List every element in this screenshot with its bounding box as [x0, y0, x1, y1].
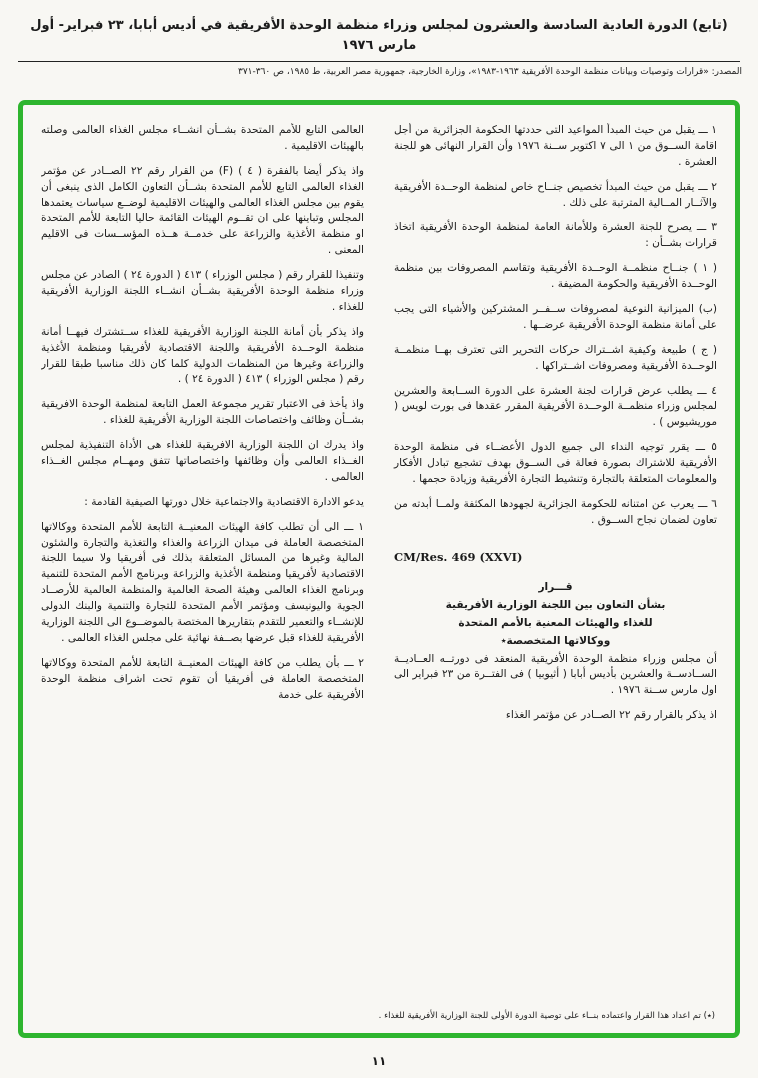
resolution-number: CM/Res. 469 (XXVI) — [394, 549, 523, 564]
paragraph: العالمى التابع للأمم المتحدة بشــأن انشــاء مجلس الغذاء العالمى وصلته بالهيئات الاقليمية . — [41, 124, 364, 152]
paragraph: ٥ ـــ يقرر توجيه النداء الى جميع الدول الأعضــاء فى منظمة الوحدة الأفريقية للاشتراك بصورة فعالة فى الســوق بهدف تشجيع تبادل الأفكار والمعلومات المتعلقة بالتجارة وتنشيط التجارة الأفريقية وزيادة حجمها . — [394, 441, 717, 486]
paragraph: وتنفيذا للقرار رقم ( مجلس الوزراء ) ٤١٣ ( الدورة ٢٤ ) الصادر عن مجلس وزراء منظمة الوحدة الأفريقية بشــأن انشــاء اللجنة الوزارية الأفريقية للغذاء . — [41, 269, 365, 313]
paragraph: واذ يذكر بأن أمانة اللجنة الوزارية الأفريقية للغذاء ســتشترك فيهــا أمانة منظمة الوحــدة الأفريقية واللجنة الاقتصادية لأفريقيا ومنظمة الأغذية والزراعة وغيرها من المنظمات الدولية كلما كان ذلك مناسبا طبقا للقرار رقم ( مجلس الوزراء ) ٤١٣ ( الدورة ٢٤ ) . — [41, 325, 364, 386]
paragraph: يدعو الادارة الاقتصادية والاجتماعية خلال دورتها الصيفية القادمة : — [84, 495, 364, 508]
paragraph: اذ يذكر بالقرار رقم ٢٢ الصــادر عن مؤتمر الغذاء — [505, 709, 717, 722]
document-frame — [18, 100, 740, 1038]
paragraph: ٣ ـــ يصرح للجنة العشرة وللأمانة العامة لمنظمة الوحدة الأفريقية اتخاذ قرارات بشــأن : — [394, 221, 717, 250]
header-divider — [18, 61, 740, 62]
resolution-heading: بشأن التعاون بين اللجنة الوزارية الأفريقية — [445, 598, 666, 611]
resolution-heading: للغذاء والهيئات المعنية بالأمم المتحدة — [458, 616, 653, 629]
session-title: (تابع) الدورة العادية السادسة والعشرون لمجلس وزراء منظمة الوحدة الأفريقية في أديس أبابا، ٢٣ فبراير- أول مارس ١٩٧٦ — [30, 18, 728, 53]
resolution-heading: ووكالاتها المتخصصة٭ — [500, 634, 611, 647]
left-column — [41, 123, 364, 1004]
paragraph: واذ يدرك ان اللجنة الوزارية الافريقية للغذاء هى الأداة التنفيذية لمجلس الغــذاء العالمى وأن وظائفها واختصاصاتها تتفق ومهــام مجلس الغــذاء العالمى . — [41, 439, 364, 483]
paragraph: أن مجلس وزراء منظمة الوحدة الأفريقية المنعقد فى دورتــه العــاديــة الســادســة والعشرين بأديس أبابا ( أثيوبيا ) فى الفتــرة من ٢٣ فبراير الى اول مارس ســنة ١٩٧٦ . — [394, 652, 717, 697]
paragraph: ٤ ـــ يطلب عرض قرارات لجنة العشرة على الدورة الســابعة والعشرين لمجلس وزراء منظمــة الوحــدة الأفريقية المقرر عقدها فى بورت لويس ( موريشيوس ) . — [394, 384, 717, 429]
paragraph: ( ج ) طبيعة وكيفية اشــتراك حركات التحرير التى تعترف بهــا منظمــة الوحــدة الأفريقية ومصروفات اشــتراكها . — [394, 343, 717, 372]
page-header — [0, 0, 758, 80]
source-citation: المصدر: «قرارات وتوصيات وبيانات منظمة الوحدة الأفريقية ١٩٦٣-١٩٨٣»، وزارة الخارجية، جمهورية مصر العربية، ط ١٩٨٥، ص ٣٦٠-٣٧١ — [238, 67, 742, 77]
paragraph: ١ ـــ الى أن تطلب كافة الهيئات المعنيــة التابعة للأمم المتحدة ووكالاتها المتخصصة العاملة فى ميدان الزراعة والغذاء والتغذية والتجارة والشئون المالية وغيرها من المسائل المتعلقة بذلك فى أفريقيا ولا سيما اللجنة الاقتصادية لأفريقيا ومنظمة الأغذية والزراعة وبرنامج الأمم المتحدة للتنمية وبرنامج الغذاء العالمى وهيئة الصحة العالمية والمنظمة العالمية للأرصــاد الجوية واليونيسف ومؤتمر الأمم المتحدة للتجارة والتنمية والبنك الدولى للإنشــاء والتعمير للتقدم بتقاريرها المختصة بالموضــوع الى اللجنة الوزارية الأفريقية للغذاء قبل عرضها بصــفة نهائية على مجلس الغذاء العالمى . — [41, 520, 364, 644]
paragraph: واذ يأخذ فى الاعتبار تقرير مجموعة العمل التابعة لمنظمة الوحدة الافريقية بشــأن وظائف واختصاصات اللجنة الوزارية الأفريقية للغذاء . — [41, 398, 364, 427]
two-column-text — [41, 123, 717, 1004]
right-column — [394, 123, 717, 1004]
paragraph: (ب) الميزانية النوعية لمصروفات ســفــر المشتركين والأشياء التى يجب على أمانة منظمة الوحدة الأفريقية عرضــها . — [394, 303, 717, 331]
paragraph: ٦ ـــ يعرب عن امتنانه للحكومة الجزائرية لجهودها المكثفة ولمــا أبدته من تعاون لضمان نجاح الســوق . — [394, 497, 717, 526]
footnote: (٭) تم اعداد هذا القرار واعتماده بنــاء على توصية الدورة الأولى للجنة الوزارية الأفريقية للغذاء . — [378, 1011, 715, 1022]
paragraph: ١ ـــ يقبل من حيث المبدأ المواعيد التى حددتها الحكومة الجزائرية من أجل اقامة الســوق من ١ الى ٧ اكتوبر ســنة ١٩٧٦ وأن القرار النهائى هو للجنة العشرة . — [394, 124, 717, 168]
paragraph: ٢ ـــ بأن يطلب من كافة الهيئات المعنيــة التابعة للأمم المتحدة ووكالاتها المتخصصة العاملة فى أفريقيا أن تقوم تحت اشراف منظمة الوحدة الأفريقية على خدمة — [41, 656, 364, 701]
paragraph: ٢ ـــ يقبل من حيث المبدأ تخصيص جنــاح خاص لمنظمة الوحــدة الأفريقية والآثــار المــالية المترتبة على ذلك . — [394, 180, 717, 209]
paragraph: واذ يذكر أيضا بالفقرة ( ٤ ) (F) من القرار رقم ٢٢ الصــادر عن مؤتمر الغذاء العالمى التابع للأمم المتحدة بشــأن التعاون الكامل الذى ينبغى أن يقوم بين مجلس الغذاء العالمى والهيئات الاقليمية لوضــع سياسات يعتمدها المجلس وتباينها على ان تقــوم الهيئات القائمة حاليا التابعة للأمم المتحدة او منظمة الأغذية والزراعة على خدمــة هــذه المؤســسات فى الاقليم المعنى . — [41, 164, 364, 257]
resolution-heading: قـــرار — [538, 580, 573, 593]
page-number: ١١ — [371, 1054, 387, 1068]
paragraph: ( ١ ) جنــاح منظمــة الوحــدة الأفريقية وتقاسم المصروفات بين منظمة الوحــدة الأفريقية والحكومة المضيفة . — [394, 262, 717, 291]
